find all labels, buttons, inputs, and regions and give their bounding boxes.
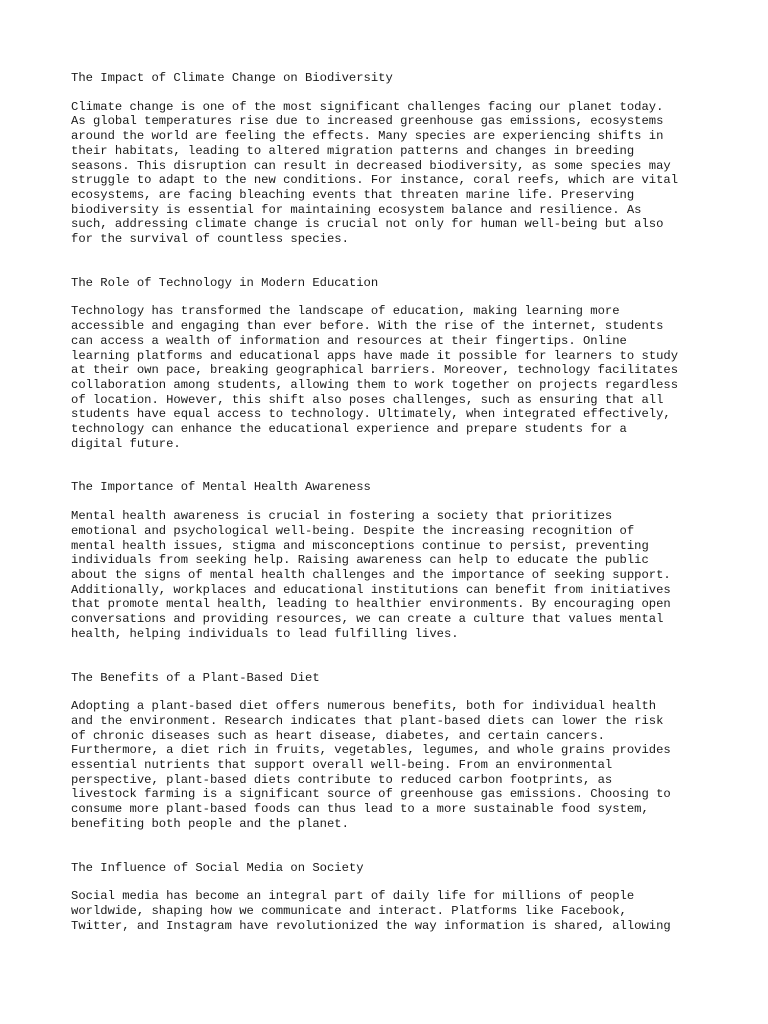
section-climate-change (71, 71, 711, 247)
section-body: Technology has transformed the landscape of education, making learning more accessible and engaging than ever before. With the rise of the internet, students can access a wealth of information and resources at their fingertips. Online learning platforms and educational apps have made it possible for learners to study at their own pace, breaking geographical barriers. Moreover, technology facilitates collaboration among students, allowing them to work together on projects regardless of location. However, this shift also poses challenges, such as ensuring that all students have equal access to technology. Ultimately, when integrated effectively, technology can enhance the educational experience and prepare students for a digital future. (71, 304, 679, 451)
section-plant-based-diet (71, 671, 711, 832)
section-technology-education (71, 276, 711, 452)
section-social-media (71, 861, 711, 934)
section-spacer (71, 451, 768, 480)
section-mental-health (71, 480, 711, 641)
section-spacer (71, 642, 768, 671)
section-body: Climate change is one of the most significant challenges facing our planet today. As global temperatures rise due to increased greenhouse gas emissions, ecosystems around the world are feeling the effects. Many species are experiencing shifts in their habitats, leading to altered migration patterns and changes in breeding seasons. This disruption can result in decreased biodiversity, as some species may struggle to adapt to the new conditions. For instance, coral reefs, which are vital ecosystems, are facing bleaching events that threaten marine life. Preserving biodiversity is essential for maintaining ecosystem balance and resilience. As such, addressing climate change is crucial not only for human well-being but also for the survival of countless species. (71, 99, 679, 247)
section-title: The Role of Technology in Modern Education (71, 275, 379, 290)
section-spacer (71, 832, 768, 861)
section-title: The Importance of Mental Health Awareness (71, 480, 371, 495)
section-title: The Benefits of a Plant-Based Diet (71, 670, 320, 685)
section-body: Mental health awareness is crucial in fostering a society that prioritizes emotional and psychological well-being. Despite the increasing recognition of mental health issues, stigma and misconceptions continue to persist, preventing individuals from seeking help. Raising awareness can help to educate the public about the signs of mental health challenges and the importance of seeking support. Additionally, workplaces and educational institutions can benefit from initiatives that promote mental health, leading to healthier environments. By encouraging open conversations and providing resources, we can create a culture that values mental health, helping individuals to lead fulfilling lives. (71, 509, 671, 641)
section-spacer (71, 247, 768, 276)
section-body: Adopting a plant-based diet offers numerous benefits, both for individual health and the environment. Research indicates that plant-based diets can lower the risk of chronic diseases such as heart disease, diabetes, and certain cancers. Furthermore, a diet rich in fruits, vegetables, legumes, and whole grains provides essential nutrients that support overall well-being. From an environmental perspective, plant-based diets contribute to reduced carbon footprints, as livestock farming is a significant source of greenhouse gas emissions. Choosing to consume more plant-based foods can thus lead to a more sustainable food system, benefiting both people and the planet. (71, 699, 671, 831)
section-title: The Influence of Social Media on Society (71, 860, 364, 875)
section-body: Social media has become an integral part of daily life for millions of people worldwide, shaping how we communicate and interact. Platforms like Facebook, Twitter, and Instagram have revolutionized the way information is shared, allowing (71, 889, 671, 933)
section-title: The Impact of Climate Change on Biodiversity (71, 71, 393, 85)
